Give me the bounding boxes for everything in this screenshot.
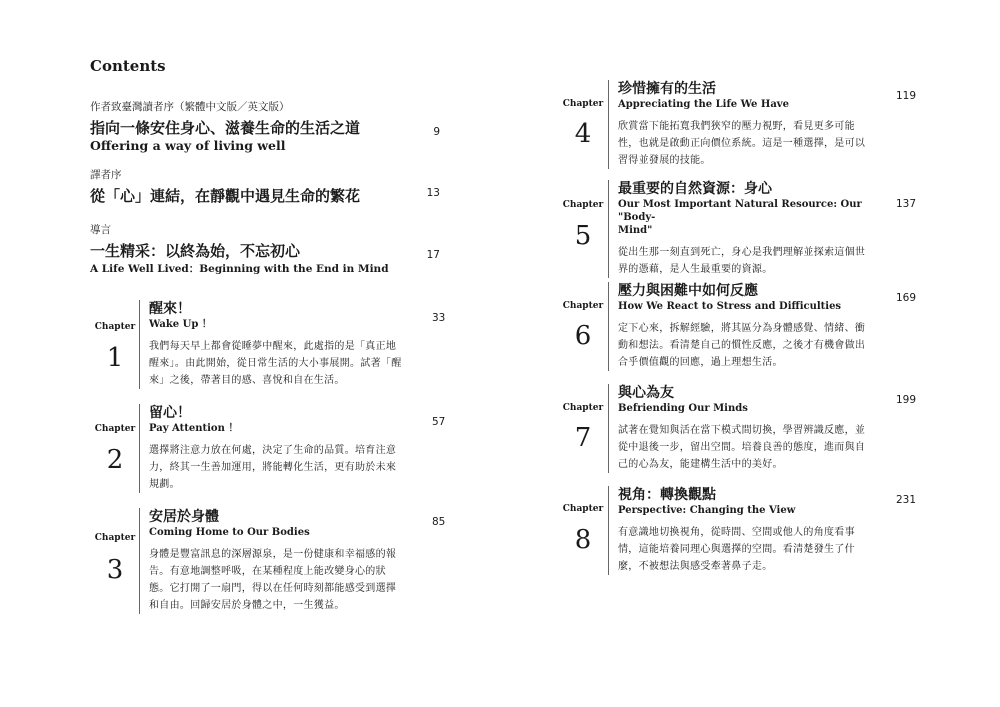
- page-number: 169: [896, 292, 917, 304]
- chapter-7[interactable]: [558, 384, 918, 469]
- en-title-line: Mind": [618, 225, 653, 236]
- description-line: 規劃。: [149, 479, 180, 490]
- description-line: 界的憑藉，是人生最重要的資源。: [618, 264, 773, 275]
- chapter-body: [608, 180, 888, 278]
- chapter-body: [608, 80, 888, 169]
- chapter-body: [608, 486, 888, 575]
- front-matter-label: 導言: [90, 224, 111, 236]
- chapter-en-title: Perspective: Changing the View: [618, 505, 796, 516]
- chapter-zh-title: 壓力與困難中如何反應: [618, 283, 758, 299]
- description-line: 麼，不被想法與感受牽著鼻子走。: [618, 561, 773, 572]
- chapter-en-title: How We React to Stress and Difficulties: [618, 301, 842, 312]
- description-line: 情，這能培養同理心與選擇的空間。看清楚發生了什: [618, 544, 855, 555]
- chapter-description: [149, 338, 419, 389]
- description-line: 性，也就是啟動正向價位系統。這是一種選擇，是可以: [618, 138, 866, 149]
- chapter-en-title: [618, 198, 888, 237]
- chapter-en-title: Wake Up ！: [149, 319, 212, 330]
- front-matter-en-title: A Life Well Lived：Beginning with the End in Mind: [90, 263, 389, 275]
- description-line: 我們每天早上都會從睡夢中醒來，此處指的是「真正地: [149, 341, 397, 352]
- description-line: 從出生那一刻直到死亡，身心是我們理解並探索這個世: [618, 247, 866, 258]
- chapter-zh-title: 留心！: [149, 405, 191, 421]
- description-line: 告。有意地調整呼吸，在某種程度上能改變身心的狀: [149, 566, 386, 577]
- chapter-number: 7: [574, 423, 592, 453]
- chapter-number: 2: [106, 445, 124, 475]
- description-line: 合乎價值觀的回應，過上理想生活。: [618, 357, 783, 368]
- description-line: 有意識地切換視角，從時間、空間或他人的角度看事: [618, 527, 855, 538]
- chapter-en-title: Pay Attention ！: [149, 423, 239, 434]
- description-line: 欣賞當下能拓寬我們狹窄的壓力視野，看見更多可能: [618, 121, 855, 132]
- page-number: 231: [896, 494, 917, 506]
- front-matter-introduction[interactable]: [90, 222, 440, 275]
- description-line: 身體是豐富訊息的深層源泉，是一份健康和幸福感的報: [149, 549, 397, 560]
- front-matter-zh-title: 從「心」連結，在靜觀中遇見生命的繁花: [90, 187, 361, 205]
- page-number: 199: [896, 394, 917, 406]
- chapter-1[interactable]: [90, 300, 450, 390]
- description-line: 態。它打開了一扇門，得以在任何時刻都能感受到選擇: [149, 583, 397, 594]
- chapter-number: 1: [106, 343, 124, 373]
- chapter-description: [618, 524, 888, 575]
- page-number: 9: [433, 126, 440, 138]
- front-matter-zh-title: 一生精采：以終為始，不忘初心: [90, 242, 301, 260]
- chapter-word: Chapter: [94, 533, 136, 543]
- chapter-en-title: Befriending Our Minds: [618, 403, 748, 414]
- chapter-word: Chapter: [562, 99, 604, 109]
- chapter-description: [149, 546, 419, 614]
- chapter-body: [139, 404, 419, 493]
- chapter-8[interactable]: [558, 486, 918, 571]
- chapter-zh-title: 與心為友: [618, 385, 674, 401]
- front-matter-en-title: Offering a way of living well: [90, 138, 286, 153]
- description-line: 習得並發展的技能。: [618, 155, 711, 166]
- front-matter-label: 譯者序: [90, 169, 122, 181]
- description-line: 力，終其一生善加運用，將能轉化生活，更有助於未來: [149, 462, 397, 473]
- description-line: 試著在覺知與活在當下模式間切換，學習辨識反應，並: [618, 425, 866, 436]
- front-matter-label: 作者致臺灣讀者序（繁體中文版／英文版）: [90, 101, 290, 113]
- description-line: 和自由。回歸安居於身體之中，一生獲益。: [149, 600, 345, 611]
- chapter-body: [608, 384, 888, 473]
- page-number: 33: [432, 312, 446, 324]
- page-number: 57: [432, 416, 446, 428]
- chapter-body: [608, 282, 888, 371]
- chapter-word: Chapter: [94, 424, 136, 434]
- description-line: 選擇將注意力放在何處，決定了生命的品質。培育注意: [149, 445, 397, 456]
- chapter-number: 5: [574, 221, 592, 251]
- chapter-word: Chapter: [562, 301, 604, 311]
- en-title-line: Our Most Important Natural Resource: Our "Body-: [618, 199, 862, 223]
- chapter-zh-title: 視角：轉換觀點: [618, 487, 716, 503]
- chapter-body: [139, 300, 419, 389]
- front-matter-author-preface[interactable]: [90, 99, 440, 154]
- description-line: 醒來」。由此開始，從日常生活的大小事展開。試著「醒: [149, 358, 402, 369]
- chapter-zh-title: 珍惜擁有的生活: [618, 81, 716, 97]
- chapter-body: [139, 508, 419, 614]
- chapter-word: Chapter: [562, 403, 604, 413]
- chapter-number: 4: [574, 119, 592, 149]
- chapter-en-title: Coming Home to Our Bodies: [149, 527, 310, 538]
- description-line: 從中退後一步，留出空間。培養良善的態度，進而與自: [618, 442, 866, 453]
- front-matter-zh-title: 指向一條安住身心、滋養生命的生活之道: [90, 119, 361, 137]
- chapter-number: 3: [106, 555, 124, 585]
- description-line: 己的心為友，能建構生活中的美好。: [618, 459, 783, 470]
- chapter-5[interactable]: [558, 180, 918, 275]
- chapter-description: [618, 244, 888, 278]
- page-number: 119: [896, 90, 917, 102]
- chapter-word: Chapter: [94, 322, 136, 332]
- page-number: 85: [432, 516, 446, 528]
- chapter-word: Chapter: [562, 504, 604, 514]
- chapter-number: 6: [574, 321, 592, 351]
- chapter-zh-title: 最重要的自然資源：身心: [618, 181, 772, 197]
- chapter-description: [618, 422, 888, 473]
- chapter-4[interactable]: [558, 80, 918, 166]
- front-matter-translator-preface[interactable]: [90, 167, 440, 207]
- chapter-3[interactable]: [90, 508, 450, 611]
- description-line: 動和想法。看清楚自己的慣性反應，之後才有機會做出: [618, 340, 866, 351]
- page-number: 17: [426, 249, 440, 261]
- chapter-zh-title: 安居於身體: [149, 509, 219, 525]
- chapter-number: 8: [574, 525, 592, 555]
- chapter-description: [618, 118, 888, 169]
- page-number: 13: [426, 187, 440, 199]
- description-line: 定下心來，拆解經驗，將其區分為身體感覺、情緒、衝: [618, 323, 866, 334]
- chapter-description: [149, 442, 419, 493]
- description-line: 來」之後，帶著目的感、喜悅和自在生活。: [149, 375, 345, 386]
- page-number: 137: [896, 198, 917, 210]
- chapter-6[interactable]: [558, 282, 918, 367]
- chapter-2[interactable]: [90, 404, 450, 494]
- contents-heading: Contents: [90, 57, 166, 75]
- chapter-zh-title: 醒來！: [149, 301, 191, 317]
- chapter-word: Chapter: [562, 200, 604, 210]
- chapter-en-title: Appreciating the Life We Have: [618, 99, 789, 110]
- chapter-description: [618, 320, 888, 371]
